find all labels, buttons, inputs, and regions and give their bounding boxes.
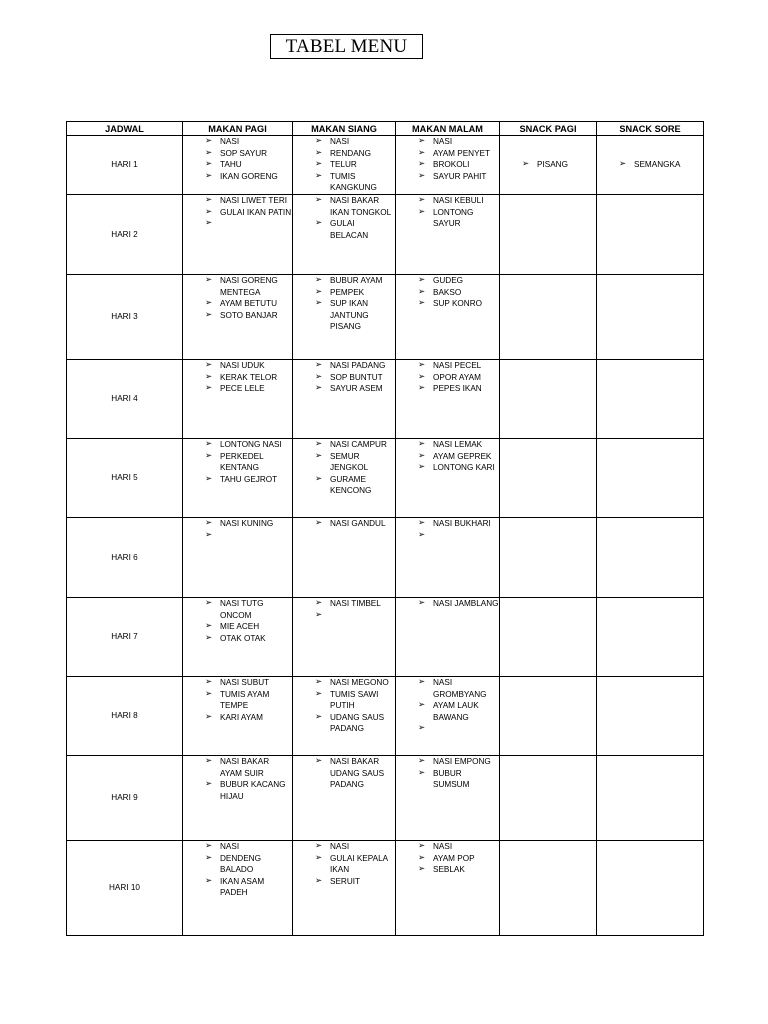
makan-malam-cell [396, 359, 500, 438]
day-label: HARI 9 [67, 755, 183, 840]
makan-malam-cell [396, 194, 500, 274]
makan-pagi-list [183, 841, 292, 899]
day-label: HARI 2 [67, 194, 183, 274]
list-item: ➢ NASI UDUK [205, 360, 292, 372]
list-item: ➢ NASI TIMBEL [315, 598, 395, 610]
makan-malam-list [396, 756, 499, 791]
makan-malam-list [396, 360, 499, 395]
makan-malam-list [396, 841, 499, 876]
makan-malam-list [396, 677, 499, 735]
makan-malam-cell [396, 136, 500, 195]
list-item: ➢ BUBUR AYAM [315, 275, 395, 287]
table-row [67, 438, 704, 517]
list-item: ➢ NASI JAMBLANG [418, 598, 499, 610]
list-item: ➢ BAKSO [418, 287, 499, 299]
makan-pagi-cell [183, 840, 293, 935]
list-item: ➢ NASI MEGONO [315, 677, 395, 689]
makan-siang-cell [293, 517, 396, 597]
list-item: ➢ SEBLAK [418, 864, 499, 876]
makan-pagi-cell [183, 274, 293, 359]
list-item: ➢ KARI AYAM [205, 712, 292, 724]
makan-malam-list [396, 518, 499, 541]
list-item: ➢ NASI GANDUL [315, 518, 395, 530]
list-item: ➢ UDANG SAUS PADANG [315, 712, 395, 735]
makan-malam-cell [396, 755, 500, 840]
snack-pagi-cell [500, 438, 597, 517]
table-row [67, 840, 704, 935]
makan-siang-cell [293, 676, 396, 755]
makan-siang-list [293, 275, 395, 333]
makan-pagi-list [183, 360, 292, 395]
list-item: ➢ AYAM BETUTU [205, 298, 292, 310]
makan-pagi-cell [183, 676, 293, 755]
header-row [67, 122, 704, 136]
makan-malam-list [396, 195, 499, 230]
makan-pagi-cell [183, 438, 293, 517]
list-item: ➢ PERKEDEL KENTANG [205, 451, 292, 474]
list-item: ➢ OTAK OTAK [205, 633, 292, 645]
makan-malam-list [396, 275, 499, 310]
snack-sore-cell [597, 194, 704, 274]
list-item: ➢ NASI CAMPUR [315, 439, 395, 451]
list-item: ➢ KERAK TELOR [205, 372, 292, 384]
table-row [67, 136, 704, 195]
snack-pagi-cell [500, 194, 597, 274]
list-item: ➢ NASI TUTG ONCOM [205, 598, 292, 621]
list-item: ➢ AYAM PENYET [418, 148, 499, 160]
list-item: ➢ TELUR [315, 159, 395, 171]
list-item: ➢ NASI BAKAR IKAN TONGKOL [315, 195, 395, 218]
list-item: ➢ NASI [315, 841, 395, 853]
makan-pagi-list [183, 756, 292, 802]
snack-sore-list [597, 159, 703, 171]
snack-pagi-cell [500, 274, 597, 359]
list-item [205, 530, 292, 542]
list-item: ➢ LONTONG SAYUR [418, 207, 499, 230]
list-item: ➢ AYAM LAUK BAWANG [418, 700, 499, 723]
makan-malam-list [396, 439, 499, 474]
makan-pagi-list [183, 275, 292, 321]
makan-malam-cell [396, 517, 500, 597]
day-label: HARI 3 [67, 274, 183, 359]
menu-body [67, 136, 704, 936]
list-item: ➢ MIE ACEH [205, 621, 292, 633]
header-makan-pagi: MAKAN PAGI [183, 122, 293, 136]
makan-siang-list [293, 518, 395, 530]
list-item: ➢ NASI PECEL [418, 360, 499, 372]
makan-siang-list [293, 598, 395, 621]
list-item: ➢ SAYUR PAHIT [418, 171, 499, 183]
list-item: ➢ GULAI BELACAN [315, 218, 395, 241]
list-item: ➢ NASI LIWET TERI [205, 195, 292, 207]
makan-malam-cell [396, 676, 500, 755]
list-item: ➢ BROKOLI [418, 159, 499, 171]
list-item: ➢ RENDANG [315, 148, 395, 160]
snack-sore-cell [597, 136, 704, 195]
snack-pagi-cell [500, 597, 597, 676]
list-item: ➢ NASI KUNING [205, 518, 292, 530]
makan-siang-list [293, 841, 395, 887]
header-snack-sore: SNACK SORE [597, 122, 704, 136]
makan-pagi-cell [183, 597, 293, 676]
snack-pagi-cell [500, 755, 597, 840]
list-item [418, 530, 499, 542]
table-row [67, 755, 704, 840]
menu-table [66, 121, 704, 936]
list-item: ➢ NASI KEBULI [418, 195, 499, 207]
list-item: ➢ OPOR AYAM [418, 372, 499, 384]
list-item: ➢ TUMIS KANGKUNG [315, 171, 395, 194]
list-item: ➢ NASI PADANG [315, 360, 395, 372]
table-row [67, 359, 704, 438]
snack-sore-cell [597, 359, 704, 438]
makan-siang-list [293, 756, 395, 791]
list-item: ➢ LONTONG NASI [205, 439, 292, 451]
makan-malam-cell [396, 438, 500, 517]
snack-sore-cell [597, 676, 704, 755]
list-item: ➢ LONTONG KARI [418, 462, 499, 474]
snack-pagi-list [500, 159, 596, 171]
list-item: ➢ PECE LELE [205, 383, 292, 395]
list-item: ➢ AYAM POP [418, 853, 499, 865]
list-item: ➢ SOP BUNTUT [315, 372, 395, 384]
list-item: ➢ NASI LEMAK [418, 439, 499, 451]
makan-pagi-list [183, 195, 292, 230]
snack-pagi-cell [500, 517, 597, 597]
makan-malam-list [396, 598, 499, 610]
header-jadwal: JADWAL [67, 122, 183, 136]
makan-siang-list [293, 360, 395, 395]
day-label: HARI 6 [67, 517, 183, 597]
page-title: TABEL MENU [270, 34, 423, 59]
makan-malam-list [396, 136, 499, 182]
list-item: ➢ NASI SUBUT [205, 677, 292, 689]
list-item: ➢ SOTO BANJAR [205, 310, 292, 322]
makan-pagi-list [183, 439, 292, 485]
makan-pagi-cell [183, 136, 293, 195]
list-item: ➢ NASI [418, 136, 499, 148]
list-item: ➢ IKAN GORENG [205, 171, 292, 183]
list-item: ➢ SUP IKAN JANTUNG PISANG [315, 298, 395, 333]
list-item: ➢ GULAI IKAN PATIN [205, 207, 292, 219]
list-item: ➢ NASI BAKAR AYAM SUIR [205, 756, 292, 779]
list-item: ➢ NASI [315, 136, 395, 148]
list-item: ➢ DENDENG BALADO [205, 853, 292, 876]
day-label: HARI 1 [67, 136, 183, 195]
list-item [418, 723, 499, 735]
list-item: ➢ NASI [418, 841, 499, 853]
list-item: ➢ NASI BAKAR UDANG SAUS PADANG [315, 756, 395, 791]
list-item: ➢ SOP SAYUR [205, 148, 292, 160]
day-label: HARI 7 [67, 597, 183, 676]
header-makan-malam: MAKAN MALAM [396, 122, 500, 136]
list-item: ➢ TAHU [205, 159, 292, 171]
list-item: ➢ IKAN ASAM PADEH [205, 876, 292, 899]
list-item: ➢ GURAME KENCONG [315, 474, 395, 497]
list-item: ➢ SEMANGKA [619, 159, 703, 171]
header-snack-pagi: SNACK PAGI [500, 122, 597, 136]
makan-pagi-cell [183, 755, 293, 840]
makan-siang-list [293, 439, 395, 497]
list-item: ➢ GUDEG [418, 275, 499, 287]
list-item: ➢ NASI EMPONG [418, 756, 499, 768]
day-label: HARI 4 [67, 359, 183, 438]
snack-sore-cell [597, 755, 704, 840]
list-item: ➢ PEMPEK [315, 287, 395, 299]
list-item: ➢ NASI BUKHARI [418, 518, 499, 530]
makan-pagi-cell [183, 194, 293, 274]
list-item: ➢ BUBUR SUMSUM [418, 768, 499, 791]
list-item: ➢ SERUIT [315, 876, 395, 888]
table-row [67, 274, 704, 359]
snack-pagi-cell [500, 359, 597, 438]
makan-malam-cell [396, 274, 500, 359]
makan-siang-cell [293, 597, 396, 676]
list-item: ➢ GULAI KEPALA IKAN [315, 853, 395, 876]
snack-sore-cell [597, 274, 704, 359]
day-label: HARI 10 [67, 840, 183, 935]
makan-pagi-list [183, 598, 292, 644]
list-item: ➢ AYAM GEPREK [418, 451, 499, 463]
snack-sore-cell [597, 438, 704, 517]
list-item: ➢ SUP KONRO [418, 298, 499, 310]
makan-siang-cell [293, 274, 396, 359]
list-item: ➢ SEMUR JENGKOL [315, 451, 395, 474]
snack-pagi-cell [500, 840, 597, 935]
makan-siang-list [293, 195, 395, 241]
list-item: ➢ NASI [205, 136, 292, 148]
snack-pagi-cell [500, 676, 597, 755]
list-item [315, 610, 395, 622]
list-item [205, 218, 292, 230]
day-label: HARI 8 [67, 676, 183, 755]
makan-siang-cell [293, 840, 396, 935]
list-item: ➢ NASI GORENG MENTEGA [205, 275, 292, 298]
snack-sore-cell [597, 517, 704, 597]
snack-sore-cell [597, 597, 704, 676]
makan-siang-list [293, 677, 395, 735]
makan-pagi-cell [183, 359, 293, 438]
snack-sore-cell [597, 840, 704, 935]
list-item: ➢ SAYUR ASEM [315, 383, 395, 395]
list-item: ➢ BUBUR KACANG HIJAU [205, 779, 292, 802]
list-item: ➢ NASI GROMBYANG [418, 677, 499, 700]
snack-pagi-cell [500, 136, 597, 195]
header-makan-siang: MAKAN SIANG [293, 122, 396, 136]
makan-malam-cell [396, 597, 500, 676]
table-row [67, 194, 704, 274]
list-item: ➢ TUMIS AYAM TEMPE [205, 689, 292, 712]
makan-siang-cell [293, 438, 396, 517]
makan-siang-cell [293, 194, 396, 274]
makan-pagi-list [183, 136, 292, 182]
list-item: ➢ TUMIS SAWI PUTIH [315, 689, 395, 712]
list-item: ➢ PISANG [522, 159, 596, 171]
makan-siang-cell [293, 136, 396, 195]
makan-pagi-list [183, 677, 292, 723]
table-row [67, 676, 704, 755]
makan-siang-list [293, 136, 395, 194]
makan-malam-cell [396, 840, 500, 935]
makan-pagi-cell [183, 517, 293, 597]
makan-siang-cell [293, 755, 396, 840]
makan-pagi-list [183, 518, 292, 541]
list-item: ➢ TAHU GEJROT [205, 474, 292, 486]
table-row [67, 597, 704, 676]
list-item: ➢ PEPES IKAN [418, 383, 499, 395]
table-row [67, 517, 704, 597]
day-label: HARI 5 [67, 438, 183, 517]
list-item: ➢ NASI [205, 841, 292, 853]
makan-siang-cell [293, 359, 396, 438]
